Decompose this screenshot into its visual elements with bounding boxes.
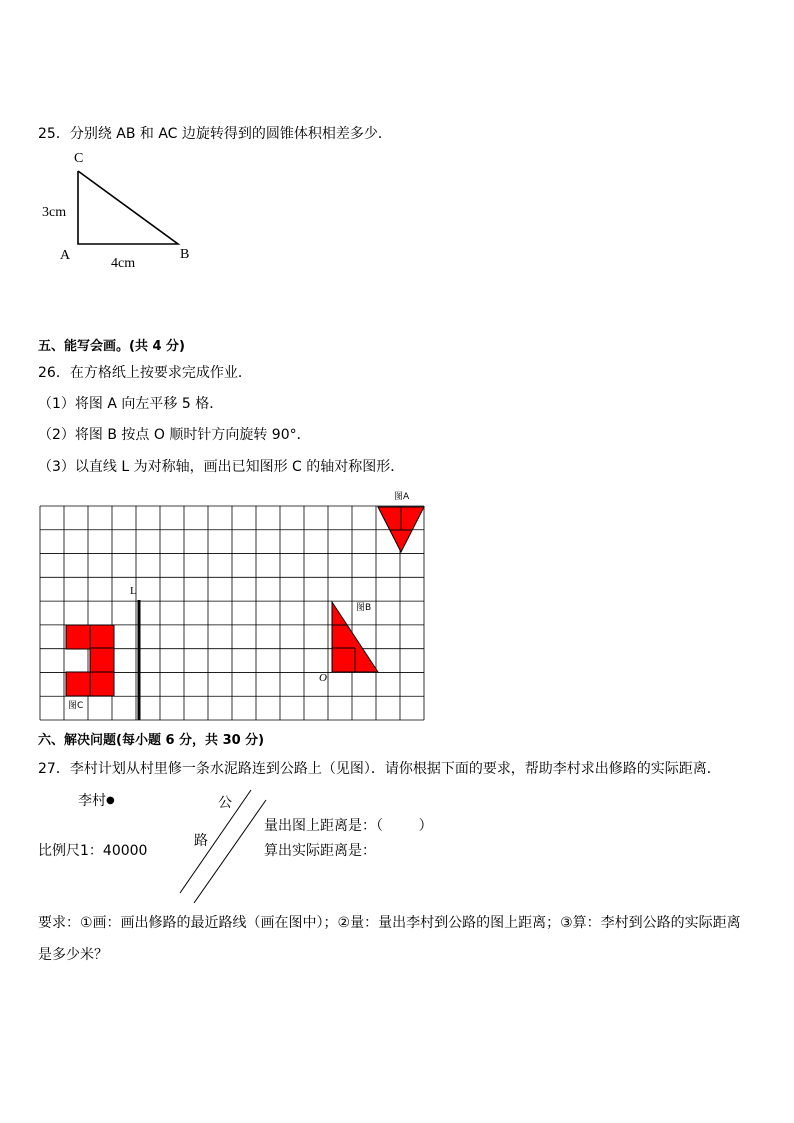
q26-text: 26．在方格纸上按要求完成作业． <box>38 365 252 381</box>
label-line-l: L <box>130 585 137 597</box>
village-name: 李村 <box>78 793 106 809</box>
q27-text: 27．李村计划从村里修一条水泥路连到公路上（见图）．请你根据下面的要求，帮助李村求出修路的实际距离． <box>38 761 721 777</box>
q26-item-2: （2）将图 B 按点 O 顺时针方向旋转 90°． <box>38 427 311 443</box>
q26-item-3: （3）以直线 L 为对称轴，画出已知图形 C 的轴对称图形． <box>38 459 405 475</box>
requirement-line-1: 要求：①画：画出修路的最近路线（画在图中）；②量：量出李村到公路的图上距离；③算：李村到公路的实际距离 <box>38 915 741 931</box>
section5-title: 五、能写会画。(共 4 分) <box>38 339 185 354</box>
road-char-2: 路 <box>194 833 208 849</box>
calc-line: 算出实际距离是： <box>264 843 376 859</box>
label-point-o: O <box>319 672 327 684</box>
section6-title: 六、解决问题(每小题 6 分，共 30 分) <box>38 733 265 748</box>
scale-label: 比例尺1：40000 <box>38 843 148 859</box>
measure-line: 量出图上距离是：（ ） <box>264 818 433 834</box>
q25-label-a: A <box>60 248 71 263</box>
label-figure-c: 图C <box>68 701 84 711</box>
q25-label-c: C <box>74 151 84 166</box>
requirement-line-2: 是多少米？ <box>38 947 108 963</box>
village-dot: ● <box>106 795 115 806</box>
q25-side-ac: 3cm <box>42 205 67 220</box>
road-char-1: 公 <box>218 795 232 811</box>
q25-text: 25．分别绕 AB 和 AC 边旋转得到的圆锥体积相差多少． <box>38 126 392 142</box>
q25-side-ab: 4cm <box>111 256 136 271</box>
label-figure-b: 图B <box>356 603 372 613</box>
q26-item-1: （1）将图 A 向左平移 5 格． <box>38 396 224 412</box>
q25-label-b: B <box>180 247 190 262</box>
label-figure-a: 图A <box>394 492 410 502</box>
